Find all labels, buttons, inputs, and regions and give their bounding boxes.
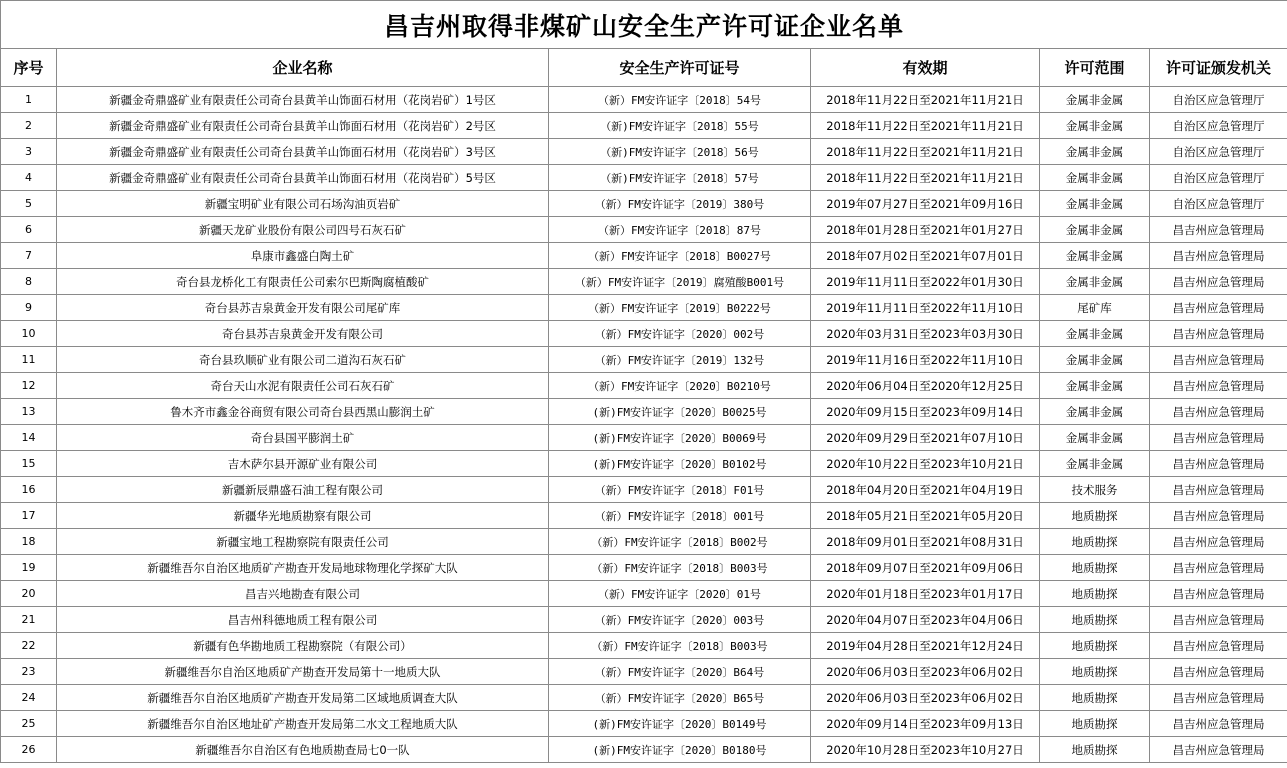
- table-row: [1, 711, 1287, 737]
- cell-scope[interactable]: 尾矿库: [1040, 295, 1150, 321]
- cell-company[interactable]: 阜康市鑫盛白陶土矿: [57, 243, 549, 269]
- cell-scope[interactable]: 金属非金属: [1040, 217, 1150, 243]
- cell-authority[interactable]: 昌吉州应急管理局: [1150, 425, 1287, 451]
- cell-license[interactable]: （新)FM安许证字〔2018〕56号: [549, 139, 811, 165]
- cell-scope[interactable]: 地质勘探: [1040, 711, 1150, 737]
- cell-no[interactable]: 17: [1, 503, 57, 529]
- cell-company[interactable]: 奇台县玖顺矿业有限公司二道沟石灰石矿: [57, 347, 549, 373]
- cell-no[interactable]: 11: [1, 347, 57, 373]
- cell-authority[interactable]: 昌吉州应急管理局: [1150, 659, 1287, 685]
- cell-license[interactable]: （新）FM安许证字〔2020〕003号: [549, 607, 811, 633]
- cell-authority[interactable]: 昌吉州应急管理局: [1150, 477, 1287, 503]
- cell-scope[interactable]: 地质勘探: [1040, 659, 1150, 685]
- cell-authority[interactable]: 昌吉州应急管理局: [1150, 737, 1287, 763]
- table-row: [1, 607, 1287, 633]
- header-row: [1, 49, 1287, 87]
- cell-validity[interactable]: 2019年11月11日至2022年01月30日: [811, 269, 1040, 295]
- cell-no[interactable]: 23: [1, 659, 57, 685]
- cell-scope[interactable]: 地质勘探: [1040, 685, 1150, 711]
- cell-license[interactable]: (新)FM安许证字〔2020〕B0102号: [549, 451, 811, 477]
- cell-authority[interactable]: 昌吉州应急管理局: [1150, 633, 1287, 659]
- cell-company[interactable]: 奇台县国平膨润土矿: [57, 425, 549, 451]
- cell-no[interactable]: 16: [1, 477, 57, 503]
- cell-scope[interactable]: 金属非金属: [1040, 425, 1150, 451]
- table-row: [1, 685, 1287, 711]
- cell-validity[interactable]: 2020年09月14日至2023年09月13日: [811, 711, 1040, 737]
- cell-company[interactable]: 新疆金奇鼎盛矿业有限责任公司奇台县黄羊山饰面石材用（花岗岩矿）5号区: [57, 165, 549, 191]
- cell-validity[interactable]: 2018年11月22日至2021年11月21日: [811, 139, 1040, 165]
- cell-company[interactable]: 新疆维吾尔自治区地质矿产勘查开发局第十一地质大队: [57, 659, 549, 685]
- cell-authority[interactable]: 昌吉州应急管理局: [1150, 503, 1287, 529]
- cell-validity[interactable]: 2018年11月22日至2021年11月21日: [811, 113, 1040, 139]
- table-row: [1, 477, 1287, 503]
- cell-license[interactable]: （新）FM安许证字〔2019〕腐殖酸B001号: [549, 269, 811, 295]
- cell-license[interactable]: (新)FM安许证字〔2020〕B0025号: [549, 399, 811, 425]
- cell-license[interactable]: （新)FM安许证字〔2018〕55号: [549, 113, 811, 139]
- cell-license[interactable]: （新）FM安许证字〔2018〕B002号: [549, 529, 811, 555]
- table-row: [1, 217, 1287, 243]
- table-row: [1, 347, 1287, 373]
- cell-no[interactable]: 22: [1, 633, 57, 659]
- table-row: [1, 373, 1287, 399]
- cell-company[interactable]: 新疆金奇鼎盛矿业有限责任公司奇台县黄羊山饰面石材用（花岗岩矿）1号区: [57, 87, 549, 113]
- cell-validity[interactable]: 2018年09月01日至2021年08月31日: [811, 529, 1040, 555]
- cell-scope[interactable]: 金属非金属: [1040, 113, 1150, 139]
- table-row: [1, 633, 1287, 659]
- cell-scope[interactable]: 金属非金属: [1040, 321, 1150, 347]
- cell-company[interactable]: 昌吉州科德地质工程有限公司: [57, 607, 549, 633]
- cell-validity[interactable]: 2018年07月02日至2021年07月01日: [811, 243, 1040, 269]
- cell-authority[interactable]: 昌吉州应急管理局: [1150, 529, 1287, 555]
- cell-no[interactable]: 2: [1, 113, 57, 139]
- header-validity: 有效期: [811, 49, 1040, 87]
- cell-authority[interactable]: 昌吉州应急管理局: [1150, 347, 1287, 373]
- cell-scope[interactable]: 金属非金属: [1040, 347, 1150, 373]
- header-no: 序号: [1, 49, 57, 87]
- cell-validity[interactable]: 2019年11月11日至2022年11月10日: [811, 295, 1040, 321]
- cell-license[interactable]: （新）FM安许证字〔2020〕002号: [549, 321, 811, 347]
- table-row: [1, 321, 1287, 347]
- cell-no[interactable]: 14: [1, 425, 57, 451]
- cell-license[interactable]: （新）FM安许证字〔2018〕001号: [549, 503, 811, 529]
- table-row: [1, 555, 1287, 581]
- cell-authority[interactable]: 昌吉州应急管理局: [1150, 607, 1287, 633]
- cell-license[interactable]: （新）FM安许证字〔2018〕B003号: [549, 633, 811, 659]
- cell-company[interactable]: 新疆维吾尔自治区有色地质勘查局七0一队: [57, 737, 549, 763]
- cell-authority[interactable]: 自治区应急管理厅: [1150, 87, 1287, 113]
- cell-authority[interactable]: 昌吉州应急管理局: [1150, 711, 1287, 737]
- cell-validity[interactable]: 2019年04月28日至2021年12月24日: [811, 633, 1040, 659]
- cell-company[interactable]: 新疆金奇鼎盛矿业有限责任公司奇台县黄羊山饰面石材用（花岗岩矿）3号区: [57, 139, 549, 165]
- cell-authority[interactable]: 昌吉州应急管理局: [1150, 217, 1287, 243]
- sheet-title: 昌吉州取得非煤矿山安全生产许可证企业名单: [1, 1, 1287, 49]
- cell-validity[interactable]: 2020年01月18日至2023年01月17日: [811, 581, 1040, 607]
- cell-authority[interactable]: 昌吉州应急管理局: [1150, 269, 1287, 295]
- cell-no[interactable]: 7: [1, 243, 57, 269]
- cell-company[interactable]: 新疆维吾尔自治区地质矿产勘查开发局地球物理化学探矿大队: [57, 555, 549, 581]
- cell-scope[interactable]: 金属非金属: [1040, 243, 1150, 269]
- cell-company[interactable]: 新疆天龙矿业股份有限公司四号石灰石矿: [57, 217, 549, 243]
- cell-no[interactable]: 25: [1, 711, 57, 737]
- cell-validity[interactable]: 2018年11月22日至2021年11月21日: [811, 165, 1040, 191]
- cell-authority[interactable]: 昌吉州应急管理局: [1150, 373, 1287, 399]
- cell-no[interactable]: 3: [1, 139, 57, 165]
- cell-validity[interactable]: 2020年04月07日至2023年04月06日: [811, 607, 1040, 633]
- cell-no[interactable]: 20: [1, 581, 57, 607]
- table-row: [1, 503, 1287, 529]
- header-company: 企业名称: [57, 49, 549, 87]
- cell-validity[interactable]: 2018年09月07日至2021年09月06日: [811, 555, 1040, 581]
- table-body: [1, 87, 1287, 763]
- cell-authority[interactable]: 昌吉州应急管理局: [1150, 295, 1287, 321]
- cell-company[interactable]: 新疆有色华勘地质工程勘察院（有限公司）: [57, 633, 549, 659]
- cell-license[interactable]: （新）FM安许证字〔2018〕B003号: [549, 555, 811, 581]
- cell-authority[interactable]: 自治区应急管理厅: [1150, 165, 1287, 191]
- table-row: [1, 659, 1287, 685]
- cell-scope[interactable]: 金属非金属: [1040, 451, 1150, 477]
- cell-authority[interactable]: 昌吉州应急管理局: [1150, 243, 1287, 269]
- cell-no[interactable]: 4: [1, 165, 57, 191]
- cell-scope[interactable]: 金属非金属: [1040, 139, 1150, 165]
- cell-license[interactable]: （新）FM安许证字〔2019〕132号: [549, 347, 811, 373]
- cell-no[interactable]: 26: [1, 737, 57, 763]
- table-row: [1, 425, 1287, 451]
- cell-company[interactable]: 奇台县龙桥化工有限责任公司索尔巴斯陶腐植酸矿: [57, 269, 549, 295]
- cell-validity[interactable]: 2018年11月22日至2021年11月21日: [811, 87, 1040, 113]
- cell-no[interactable]: 21: [1, 607, 57, 633]
- cell-validity[interactable]: 2018年05月21日至2021年05月20日: [811, 503, 1040, 529]
- cell-license[interactable]: (新)FM安许证字〔2020〕B0180号: [549, 737, 811, 763]
- cell-scope[interactable]: 金属非金属: [1040, 269, 1150, 295]
- cell-no[interactable]: 13: [1, 399, 57, 425]
- cell-no[interactable]: 19: [1, 555, 57, 581]
- cell-scope[interactable]: 地质勘探: [1040, 607, 1150, 633]
- table-row: [1, 139, 1287, 165]
- cell-no[interactable]: 6: [1, 217, 57, 243]
- cell-license[interactable]: （新）FM安许证字〔2018〕54号: [549, 87, 811, 113]
- table-row: [1, 295, 1287, 321]
- cell-scope[interactable]: 金属非金属: [1040, 165, 1150, 191]
- cell-validity[interactable]: 2020年09月15日至2023年09月14日: [811, 399, 1040, 425]
- cell-authority[interactable]: 昌吉州应急管理局: [1150, 555, 1287, 581]
- cell-scope[interactable]: 金属非金属: [1040, 191, 1150, 217]
- cell-scope[interactable]: 金属非金属: [1040, 399, 1150, 425]
- cell-company[interactable]: 奇台天山水泥有限责任公司石灰石矿: [57, 373, 549, 399]
- cell-authority[interactable]: 昌吉州应急管理局: [1150, 451, 1287, 477]
- cell-license[interactable]: (新)FM安许证字〔2020〕B0069号: [549, 425, 811, 451]
- cell-no[interactable]: 8: [1, 269, 57, 295]
- cell-license[interactable]: (新)FM安许证字〔2020〕B0149号: [549, 711, 811, 737]
- cell-validity[interactable]: 2020年06月04日至2020年12月25日: [811, 373, 1040, 399]
- table-row: [1, 191, 1287, 217]
- cell-license[interactable]: （新）FM安许证字〔2020〕B0210号: [549, 373, 811, 399]
- table-row: [1, 529, 1287, 555]
- table-row: [1, 87, 1287, 113]
- cell-license[interactable]: （新）FM安许证字〔2018〕F01号: [549, 477, 811, 503]
- cell-no[interactable]: 15: [1, 451, 57, 477]
- cell-scope[interactable]: 地质勘探: [1040, 503, 1150, 529]
- cell-license[interactable]: （新）FM安许证字〔2020〕01号: [549, 581, 811, 607]
- cell-no[interactable]: 24: [1, 685, 57, 711]
- cell-validity[interactable]: 2020年06月03日至2023年06月02日: [811, 685, 1040, 711]
- cell-authority[interactable]: 自治区应急管理厅: [1150, 139, 1287, 165]
- cell-license[interactable]: （新）FM安许证字〔2019〕380号: [549, 191, 811, 217]
- cell-authority[interactable]: 昌吉州应急管理局: [1150, 399, 1287, 425]
- cell-company[interactable]: 奇台县苏吉泉黄金开发有限公司尾矿库: [57, 295, 549, 321]
- cell-authority[interactable]: 自治区应急管理厅: [1150, 191, 1287, 217]
- cell-authority[interactable]: 昌吉州应急管理局: [1150, 685, 1287, 711]
- table-row: [1, 451, 1287, 477]
- cell-no[interactable]: 1: [1, 87, 57, 113]
- cell-scope[interactable]: 地质勘探: [1040, 555, 1150, 581]
- cell-company[interactable]: 鲁木齐市鑫金谷商贸有限公司奇台县西黑山膨润土矿: [57, 399, 549, 425]
- cell-validity[interactable]: 2019年11月16日至2022年11月10日: [811, 347, 1040, 373]
- cell-validity[interactable]: 2020年10月22日至2023年10月21日: [811, 451, 1040, 477]
- cell-no[interactable]: 10: [1, 321, 57, 347]
- cell-authority[interactable]: 昌吉州应急管理局: [1150, 321, 1287, 347]
- table-row: [1, 737, 1287, 763]
- header-license: 安全生产许可证号: [549, 49, 811, 87]
- cell-validity[interactable]: 2018年04月20日至2021年04月19日: [811, 477, 1040, 503]
- cell-validity[interactable]: 2020年09月29日至2021年07月10日: [811, 425, 1040, 451]
- cell-validity[interactable]: 2020年03月31日至2023年03月30日: [811, 321, 1040, 347]
- cell-no[interactable]: 12: [1, 373, 57, 399]
- cell-scope[interactable]: 技术服务: [1040, 477, 1150, 503]
- table-row: [1, 243, 1287, 269]
- cell-company[interactable]: 新疆维吾尔自治区地质矿产勘查开发局第二区域地质调查大队: [57, 685, 549, 711]
- cell-scope[interactable]: 地质勘探: [1040, 737, 1150, 763]
- cell-validity[interactable]: 2020年10月28日至2023年10月27日: [811, 737, 1040, 763]
- cell-license[interactable]: （新）FM安许证字〔2020〕B65号: [549, 685, 811, 711]
- cell-company[interactable]: 新疆新辰鼎盛石油工程有限公司: [57, 477, 549, 503]
- cell-scope[interactable]: 地质勘探: [1040, 529, 1150, 555]
- cell-company[interactable]: 奇台县苏吉泉黄金开发有限公司: [57, 321, 549, 347]
- cell-scope[interactable]: 地质勘探: [1040, 633, 1150, 659]
- cell-scope[interactable]: 金属非金属: [1040, 373, 1150, 399]
- table-row: [1, 269, 1287, 295]
- cell-license[interactable]: （新)FM安许证字〔2018〕57号: [549, 165, 811, 191]
- cell-license[interactable]: （新）FM安许证字〔2018〕87号: [549, 217, 811, 243]
- table-row: [1, 581, 1287, 607]
- cell-validity[interactable]: 2020年06月03日至2023年06月02日: [811, 659, 1040, 685]
- cell-license[interactable]: （新）FM安许证字〔2019〕B0222号: [549, 295, 811, 321]
- cell-authority[interactable]: 自治区应急管理厅: [1150, 113, 1287, 139]
- cell-authority[interactable]: 昌吉州应急管理局: [1150, 581, 1287, 607]
- cell-company[interactable]: 新疆金奇鼎盛矿业有限责任公司奇台县黄羊山饰面石材用（花岗岩矿）2号区: [57, 113, 549, 139]
- cell-company[interactable]: 新疆宝地工程勘察院有限责任公司: [57, 529, 549, 555]
- cell-scope[interactable]: 金属非金属: [1040, 87, 1150, 113]
- cell-company[interactable]: 吉木萨尔县开源矿业有限公司: [57, 451, 549, 477]
- cell-no[interactable]: 18: [1, 529, 57, 555]
- header-scope: 许可范围: [1040, 49, 1150, 87]
- cell-validity[interactable]: 2019年07月27日至2021年09月16日: [811, 191, 1040, 217]
- header-authority: 许可证颁发机关: [1150, 49, 1287, 87]
- cell-company[interactable]: 昌吉兴地勘查有限公司: [57, 581, 549, 607]
- cell-scope[interactable]: 地质勘探: [1040, 581, 1150, 607]
- cell-no[interactable]: 5: [1, 191, 57, 217]
- cell-company[interactable]: 新疆维吾尔自治区地址矿产勘查开发局第二水文工程地质大队: [57, 711, 549, 737]
- table-row: [1, 165, 1287, 191]
- table-row: [1, 113, 1287, 139]
- cell-company[interactable]: 新疆宝明矿业有限公司石场沟油页岩矿: [57, 191, 549, 217]
- cell-license[interactable]: （新）FM安许证字〔2018〕B0027号: [549, 243, 811, 269]
- cell-license[interactable]: （新）FM安许证字〔2020〕B64号: [549, 659, 811, 685]
- cell-no[interactable]: 9: [1, 295, 57, 321]
- cell-validity[interactable]: 2018年01月28日至2021年01月27日: [811, 217, 1040, 243]
- cell-company[interactable]: 新疆华光地质勘察有限公司: [57, 503, 549, 529]
- table-row: [1, 399, 1287, 425]
